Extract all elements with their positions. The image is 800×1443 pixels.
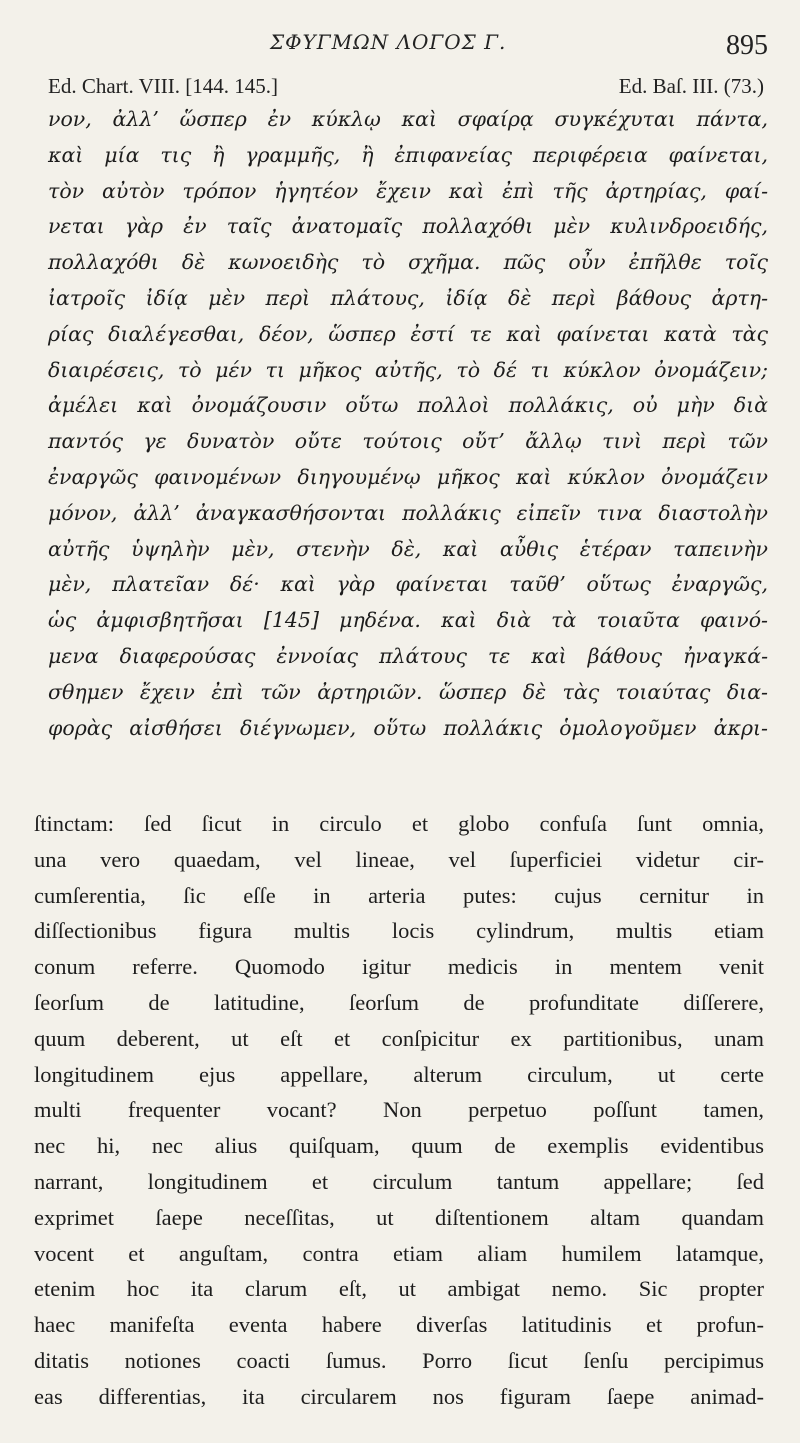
greek-line: καὶ μία τις ἢ γραμμῆς, ἢ ἐπιφανείας περιφέρεια φαίνεται, xyxy=(48,142,768,167)
latin-line: exprimet ſaepe neceſſitas, ut diſtentionem altam quandam xyxy=(34,1204,764,1230)
latin-line: multi frequenter vocant? Non perpetuo poſſunt tamen, xyxy=(34,1097,764,1123)
greek-line: νεται γὰρ ἐν ταῖς ἀνατομαῖς πολλαχόθι μὲν κυλινδροειδής, xyxy=(48,214,768,239)
latin-line: nec hi, nec alius quiſquam, quum de exemplis evidentibus xyxy=(34,1133,764,1159)
latin-text-block xyxy=(34,806,764,1415)
greek-line: φορὰς αἰσθήσει διέγνωμεν, οὕτω πολλάκις ὁμολογοῦμεν ἀκρι- xyxy=(48,715,768,740)
latin-line: conum referre. Quomodo igitur medicis in mentem venit xyxy=(34,954,764,980)
latin-line: longitudinem ejus appellare, alterum circulum, ut certe xyxy=(34,1061,764,1087)
running-head: ΣΦΥΓΜΩΝ ΛΟΓΟΣ Γ. xyxy=(270,30,507,54)
latin-line: ditatis notiones coacti ſumus. Porro ſicut ſenſu percipimus xyxy=(34,1347,764,1373)
latin-line: ſeorſum de latitudine, ſeorſum de profunditate diſſerere, xyxy=(34,989,764,1015)
greek-line: μενα διαφερούσας ἐννοίας πλάτους τε καὶ βάθους ἠναγκά- xyxy=(48,643,768,668)
latin-line: cumſerentia, ſic eſſe in arteria putes: cujus cernitur in xyxy=(34,882,764,908)
greek-line: τὸν αὐτὸν τρόπον ἡγητέον ἔχειν καὶ ἐπὶ τῆς ἀρτηρίας, φαί- xyxy=(48,178,768,203)
greek-line: νον, ἀλλ’ ὥσπερ ἐν κύκλῳ καὶ σφαίρᾳ συγκέχυται πάντα, xyxy=(48,107,768,131)
greek-line: πολλαχόθι δὲ κωνοειδὴς τὸ σχῆμα. πῶς οὖν ἐπῆλθε τοῖς xyxy=(48,250,768,275)
edition-chart-reference: Ed. Chart. VIII. [144. 145.] xyxy=(48,74,278,98)
greek-line: διαιρέσεις, τὸ μέν τι μῆκος αὐτῆς, τὸ δέ τι κύκλον ὀνομάζειν; xyxy=(48,357,768,382)
latin-line: ſtinctam: ſed ſicut in circulo et globo confuſa ſunt omnia, xyxy=(34,811,764,836)
latin-line: diſſectionibus figura multis locis cylindrum, multis etiam xyxy=(34,918,764,944)
greek-line: ἰατροῖς ἰδίᾳ μὲν περὶ πλάτους, ἰδίᾳ δὲ περὶ βάθους ἀρτη- xyxy=(48,285,768,310)
greek-line: ἐναργῶς φαινομένων διηγουμένῳ μῆκος καὶ κύκλον ὀνομάζειν xyxy=(48,464,768,489)
edition-reference-line xyxy=(48,74,764,99)
greek-line: μὲν, πλατεῖαν δέ· καὶ γὰρ φαίνεται ταῦθ’ οὕτως ἐναργῶς, xyxy=(48,572,768,597)
greek-text-block xyxy=(48,102,768,746)
greek-line: σθημεν ἔχειν ἐπὶ τῶν ἀρτηριῶν. ὥσπερ δὲ τὰς τοιαύτας δια- xyxy=(48,679,768,704)
greek-line: ἀμέλει καὶ ὀνομάζουσιν οὕτω πολλοὶ πολλάκις, οὐ μὴν διὰ xyxy=(48,393,768,418)
greek-line: αὐτῆς ὑψηλὴν μὲν, στενὴν δὲ, καὶ αὖθις ἑτέραν ταπεινὴν xyxy=(48,536,768,561)
greek-line: παντός γε δυνατὸν οὔτε τούτοις οὔτ’ ἄλλῳ τινὶ περὶ τῶν xyxy=(48,429,768,454)
latin-line: quum deberent, ut eſt et conſpicitur ex partitionibus, unam xyxy=(34,1025,764,1051)
latin-line: vocent et anguſtam, contra etiam aliam humilem latamque, xyxy=(34,1240,764,1266)
latin-line: etenim hoc ita clarum eſt, ut ambigat nemo. Sic propter xyxy=(34,1276,764,1302)
greek-line: μόνον, ἀλλ’ ἀναγκασθήσονται πολλάκις εἰπεῖν τινα διαστολὴν xyxy=(48,500,768,525)
latin-line: haec manifeſta eventa habere diverſas latitudinis et profun- xyxy=(34,1312,764,1338)
latin-line: eas differentias, ita circularem nos figuram ſaepe animad- xyxy=(34,1383,764,1409)
latin-line: una vero quaedam, vel lineae, vel ſuperficiei videtur cir- xyxy=(34,846,764,872)
greek-line: ὡς ἀμφισβητῆσαι [145] μηδένα. καὶ διὰ τὰ τοιαῦτα φαινό- xyxy=(48,608,768,633)
edition-basel-reference: Ed. Baſ. III. (73.) xyxy=(618,74,764,98)
page-number: 895 xyxy=(726,30,768,61)
latin-line: narrant, longitudinem et circulum tantum appellare; ſed xyxy=(34,1168,764,1194)
greek-line: ρίας διαλέγεσθαι, δέον, ὥσπερ ἐστί τε καὶ φαίνεται κατὰ τὰς xyxy=(48,321,768,346)
